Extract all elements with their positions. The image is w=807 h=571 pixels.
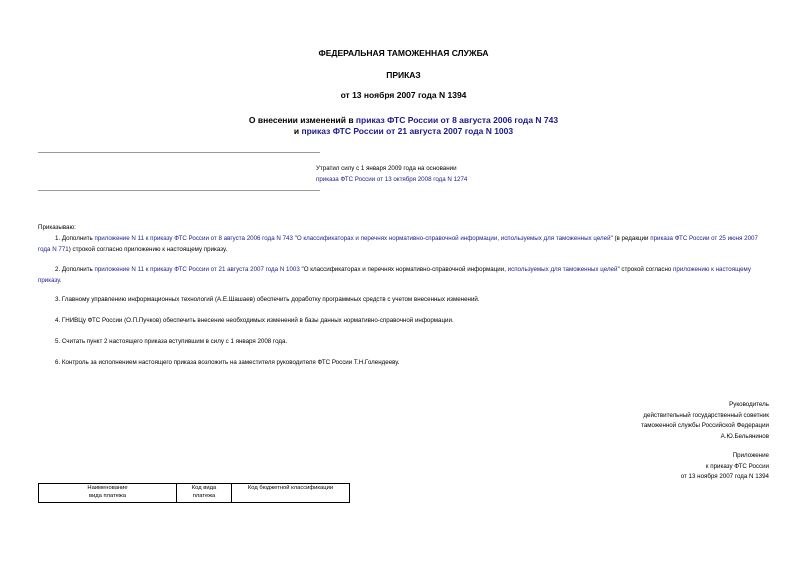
p2-text-b: "О классификаторах и перечнях нормативно-справочной информации, [299, 266, 508, 273]
p1-text-b: " [292, 235, 297, 242]
p2-text-d: . [59, 276, 62, 284]
status-note-text: Утратил силу с 1 января 2009 года на основании [316, 165, 457, 172]
p5-text: 5. Считать пункт 2 настоящего приказа вступившим в силу с 1 января 2008 года. [55, 338, 288, 345]
intro-text: Приказываю: [38, 224, 76, 231]
header-payment-name [39, 484, 177, 503]
divider-top [38, 152, 320, 153]
p2-link-appendix-1003[interactable]: приложение N 11 к приказу ФТС России от 21 августа 2007 года N 1003 [94, 266, 300, 273]
p1-text-d: ) строкой согласно приложению к настоящему приказу. [68, 245, 228, 253]
header-payment-code [177, 484, 232, 503]
p1-link-appendix-743[interactable]: приложение N 11 к приказу ФТС России от 8 августа 2006 года N 743 [94, 235, 293, 242]
agency-title: ФЕДЕРАЛЬНАЯ ТАМОЖЕННАЯ СЛУЖБА [318, 48, 489, 58]
signature-block [641, 400, 769, 442]
paragraph-3 [38, 295, 770, 306]
signature-line-1: Руководитель [729, 401, 769, 408]
paragraph-4 [38, 316, 770, 327]
payment-codes-table [38, 483, 350, 503]
p1-text-a: 1. Дополнить [55, 235, 95, 242]
doc-subject [0, 115, 807, 137]
signature-line-2: действительный государственный советник [643, 411, 769, 419]
signature-line-4: А.Ю.Бельянинов [720, 432, 769, 440]
p1-text-c: " (в редакции [610, 235, 651, 242]
doc-type: ПРИКАЗ [386, 70, 421, 80]
divider-bottom [38, 190, 320, 191]
header-payment-name-line-2: вида платежа [88, 492, 126, 499]
paragraph-5 [38, 337, 770, 348]
subject-link-order-1003[interactable]: приказ ФТС России от 21 августа 2007 года N 1003 [301, 126, 514, 136]
subject-mid: и [293, 126, 302, 136]
paragraph-2 [38, 265, 770, 286]
paragraph-6 [38, 358, 770, 369]
p2-link-customs-purposes[interactable]: используемых для таможенных целей [507, 266, 618, 273]
p4-text: 4. ГНИВЦу ФТС России (О.П.Пучков) обеспечить внесение необходимых изменений в базы данных нормативно-справочной информации. [55, 317, 454, 324]
appendix-block [681, 451, 769, 483]
header-budget-code [232, 484, 350, 503]
p6-text: 6. Контроль за исполнением настоящего приказа возложить на заместителя руководителя ФТС России Т.Н.Голендееву. [55, 359, 400, 366]
p2-text-c: " строкой согласно [617, 266, 674, 273]
subject-prefix: О внесении изменений в [248, 115, 356, 125]
subject-link-order-743[interactable]: приказ ФТС России от 8 августа 2006 года N 743 [355, 115, 559, 125]
header-payment-code-line-2: платежа [192, 492, 216, 499]
appendix-line-3: от 13 ноября 2007 года N 1394 [680, 473, 769, 480]
appendix-line-1: Приложение [732, 452, 769, 459]
p1-link-classifiers[interactable]: О классификаторах и перечнях нормативно-справочной информации, используемых для таможенных целей [296, 235, 611, 242]
paragraph-1 [38, 234, 770, 255]
signature-line-3: таможенной службы Российской Федерации [641, 422, 769, 429]
p1-link-order-771[interactable]: приказа ФТС России от 25 июня 2007 года N 771 [38, 235, 758, 253]
status-note-link[interactable]: приказа ФТС России от 13 октября 2008 года N 1274 [316, 176, 468, 183]
appendix-line-2: к приказу ФТС России [705, 462, 769, 470]
header-payment-name-line-1: Наименование [87, 485, 128, 491]
header-budget-code-text: Код бюджетной классификации [247, 485, 334, 491]
doc-date-number: от 13 ноября 2007 года N 1394 [340, 90, 467, 100]
header-payment-code-line-1: Код вида [191, 485, 217, 491]
table-header-row [39, 484, 350, 503]
p3-text: 3. Главному управлению информационных технологий (А.Е.Шашаев) обеспечить доработку программных средств с учетом внесенных изменений. [55, 296, 480, 303]
p2-text-a: 2. Дополнить [55, 266, 95, 273]
p2-link-appendix[interactable]: приложению к настоящему приказу [38, 266, 751, 284]
